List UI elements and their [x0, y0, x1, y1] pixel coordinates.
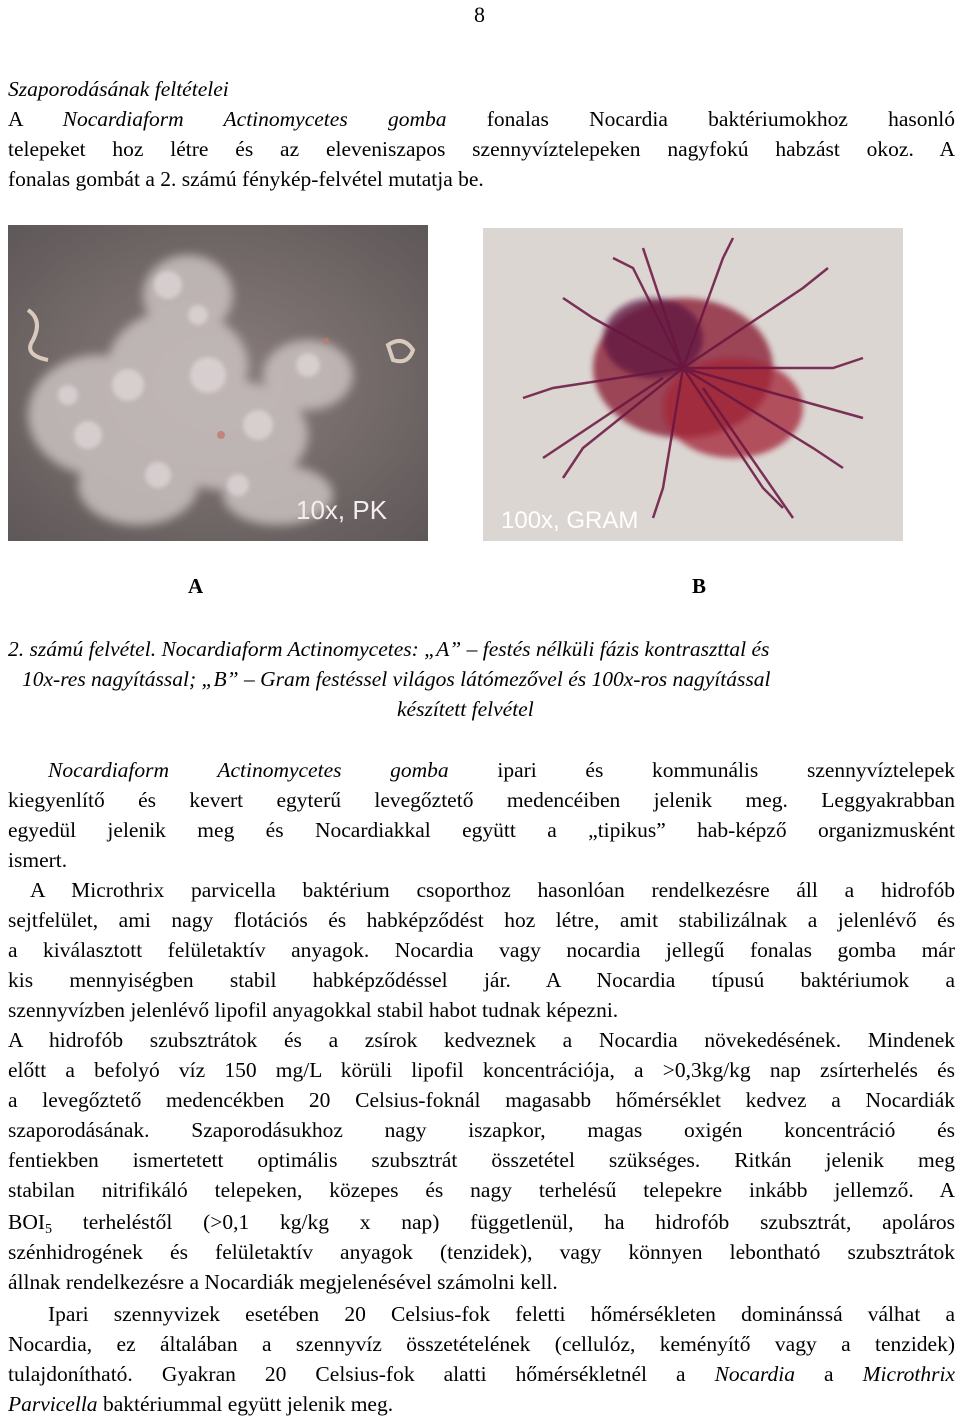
para3-line-7: $BOI_5$ terheléstől (>0,1 kg/kg x nap) függetlenül, ha hidrofób szubsztrát, apoláros [8, 1210, 955, 1237]
para3-line-5: fentiekben ismertetett optimális szubsztrát összetétel szükséges. Ritkán jelenik meg [8, 1148, 955, 1172]
para2-line-2: sejtfelület, ami nagy flotációs és habképződést hoz létre, amit stabilizálnak a jelenlévő és [8, 908, 955, 932]
para1-line-4: ismert. [8, 848, 68, 872]
micrograph-a-label: 10x, PK [296, 495, 388, 525]
para3-line-2: előtt a befolyó víz 150 mg/L körüli lipofil koncentrációja, a >0,3kg/kg nap zsírterhelés és [8, 1058, 955, 1082]
para2-line-4: kis mennyiségben stabil habképződéssel jár. A Nocardia típusú baktériumok a [8, 968, 955, 992]
para2-line-3: a kiválasztott felületaktív anyagok. Nocardia vagy nocardia jellegű fonalas gomba már [8, 938, 955, 962]
figure-label-b: B [692, 574, 707, 598]
intro-line-3: fonalas gombát a 2. számú fénykép-felvétel mutatja be. [8, 167, 484, 191]
para3-line-8: szénhidrogének és felületaktív anyagok (tenzidek), vagy könnyen lebontható szubsztrátok [8, 1240, 955, 1264]
micrograph-b-image [483, 228, 903, 541]
para1-line-2: kiegyenlítő és kevert egyterű levegőztető medencéiben jelenik meg. Leggyakrabban [8, 788, 955, 812]
figure-label-a: A [188, 574, 204, 598]
para3-line-9: állnak rendelkezésre a Nocardiák megjelenésével számolni kell. [8, 1270, 558, 1294]
micrograph-a [8, 225, 428, 541]
micrograph-b-label: 100x, GRAM [501, 507, 639, 534]
para4-line-2: Nocardia, ez általában a szennyvíz összetételének (cellulóz, keményítő vagy a tenzidek) [8, 1332, 955, 1356]
figure-caption-line-3: készített felvétel [397, 697, 534, 721]
para3-line-3: a levegőztető medencékben 20 Celsius-foknál magasabb hőmérséklet kedvez a Nocardiák [8, 1088, 955, 1112]
micrograph-b [483, 228, 903, 541]
para1-line-1: Nocardiaform Actinomycetes gomba ipari és kommunális szennyvíztelepek [48, 758, 956, 782]
figure-caption-line-2: 10x-res nagyítással; „B” – Gram festéssel világos látómezővel és 100x-ros nagyítással [22, 667, 771, 691]
micrograph-a-image [8, 225, 428, 541]
para3-line-6: stabilan nitrifikáló telepeken, közepes és nagy terhelésű telepekre inkább jellemző. A [8, 1178, 955, 1202]
para2-line-5: szennyvízben jelenlévő lipofil anyagokkal stabil habot tudnak képezni. [8, 998, 619, 1022]
intro-line-1: A Nocardiaform Actinomycetes gomba fonalas Nocardia baktériumokhoz hasonló [8, 107, 956, 131]
para4-line-3: tulajdonítható. Gyakran 20 Celsius-fok alatti hőmérsékletnél a Nocardia a Microthrix [8, 1362, 955, 1386]
section-heading: Szaporodásának feltételei [8, 77, 229, 101]
figure-caption-line-1: 2. számú felvétel. Nocardiaform Actinomycetes: „A” – festés nélküli fázis kontraszttal és [8, 637, 770, 661]
para3-line-4: szaporodásának. Szaporodásukhoz nagy iszapkor, magas oxigén koncentráció és [8, 1118, 955, 1142]
para3-line-1: A hidrofób szubsztrátok és a zsírok kedveznek a Nocardia növekedésének. Mindenek [8, 1028, 955, 1052]
para4-line-4: Parvicella baktériummal együtt jelenik meg. [8, 1392, 394, 1416]
para4-line-1: Ipari szennyvizek esetében 20 Celsius-fok feletti hőmérsékleten dominánssá válhat a [48, 1302, 955, 1326]
para2-line-1: A Microthrix parvicella baktérium csoporthoz hasonlóan rendelkezésre áll a hidrofób [30, 878, 955, 902]
intro-line-2: telepeket hoz létre és az eleveniszapos szennyvíztelepeken nagyfokú habzást okoz. A [8, 137, 955, 161]
para1-line-3: egyedül jelenik meg és Nocardiakkal együtt a „tipikus” hab-képző organizmusként [8, 818, 955, 842]
page-number: 8 [474, 2, 485, 27]
